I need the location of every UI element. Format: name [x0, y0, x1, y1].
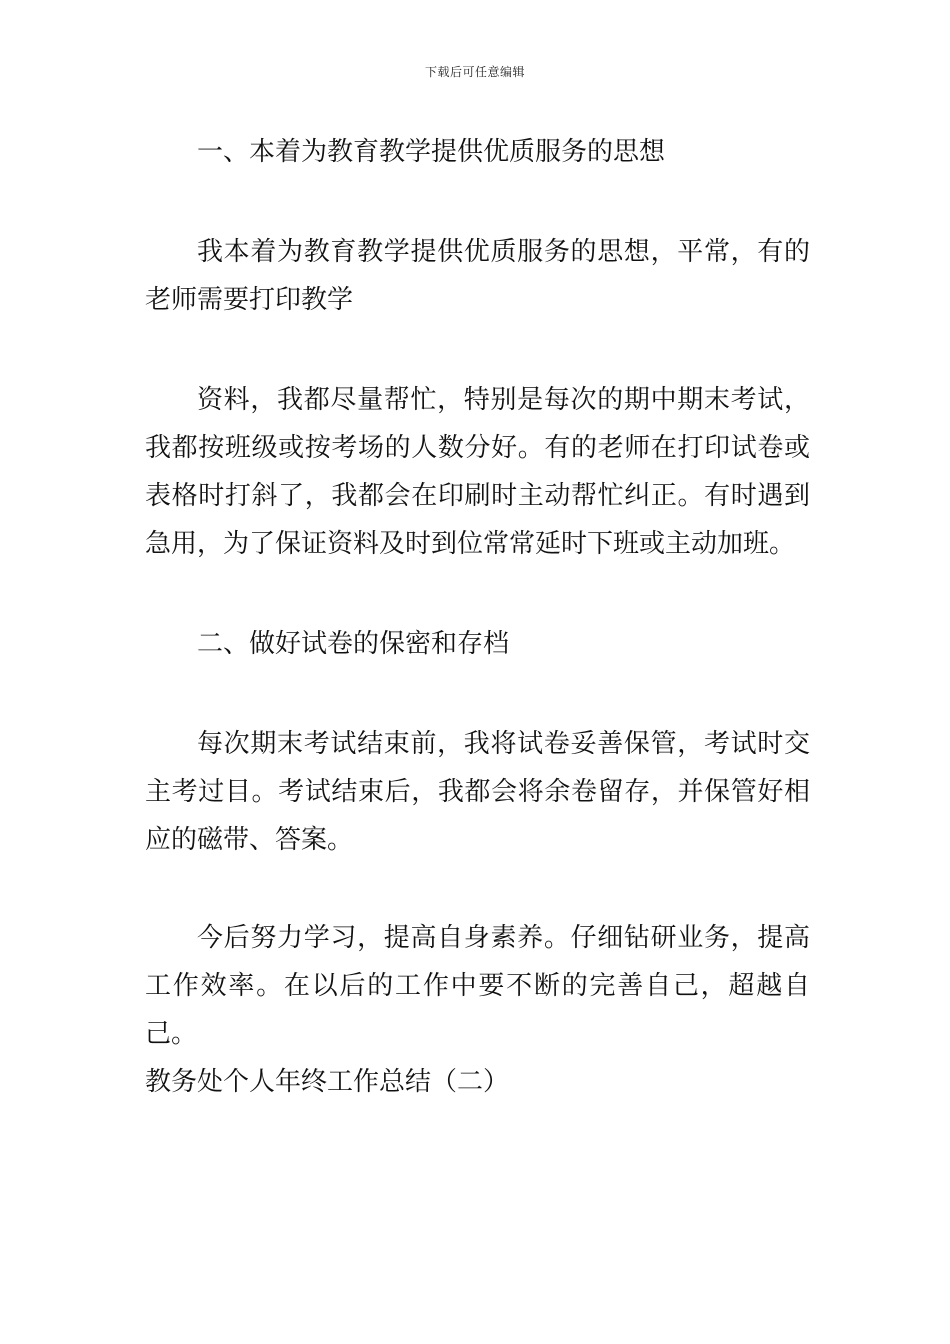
paragraph-2: 资料，我都尽量帮忙，特别是每次的期中期末考试，我都按班级或按考场的人数分好。有的老师在打印试卷或表格时打斜了，我都会在印刷时主动帮忙纠正。有时遇到急用，为了保证资料及时到位常常延时下班或主动加班。 [145, 385, 810, 559]
next-section-title: 教务处个人年终工作总结（二） [145, 1067, 510, 1097]
paragraph-4: 今后努力学习，提高自身素养。仔细钻研业务，提高工作效率。在以后的工作中要不断的完善自己，超越自己。 [145, 923, 810, 1049]
header-note: 下载后可任意编辑 [424, 65, 525, 79]
section-heading-2: 二、做好试卷的保密和存档 [197, 629, 510, 659]
document-body [145, 128, 810, 1106]
paragraph-3: 每次期末考试结束前，我将试卷妥善保管，考试时交主考过目。考试结束后，我都会将余卷留存，并保管好相应的磁带、答案。 [145, 729, 810, 855]
section-heading-1: 一、本着为教育教学提供优质服务的思想 [197, 137, 666, 167]
paragraph-1: 我本着为教育教学提供优质服务的思想，平常，有的老师需要打印教学 [145, 237, 810, 315]
